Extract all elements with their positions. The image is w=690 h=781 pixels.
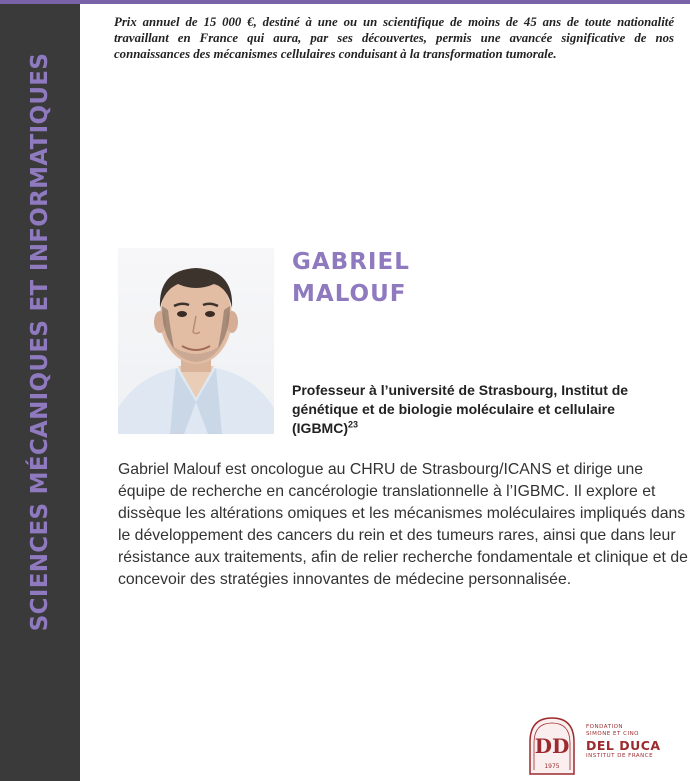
footnote-marker: 23 (348, 419, 359, 430)
logo-line-simone: SIMONE ET CINO (586, 731, 640, 737)
laureate-affiliation (292, 381, 682, 438)
portrait-illustration (118, 248, 274, 434)
logo-monogram: DD (534, 734, 570, 758)
logo-line-fondation: FONDATION (586, 724, 624, 730)
section-sidebar (0, 4, 80, 781)
affiliation-text: Professeur à l’université de Strasbourg, Institut de génétique et de biologie moléculaire et cellulaire (IGBMC) (292, 382, 629, 436)
section-title: SCIENCES MÉCANIQUES ET INFORMATIQUES (27, 52, 53, 632)
laureate-biography: Gabriel Malouf est oncologue au CHRU de Strasbourg/ICANS et dirige une équipe de recherche en cancérologie translationnelle à l’IGBMC. Il explore et dissèque les altérations omiques et les mécanismes moléculaires impliqués dans le développement des cancers du rein et des tumeurs rares, ainsi que dans leur résistance aux traitements, afin de relier recherche fondamentale et clinique et de concevoir des stratégies innovantes de médecine personnalisée. (118, 461, 688, 588)
top-accent-rule (0, 0, 690, 4)
laureate-last-name: MALOUF (292, 281, 407, 307)
logo-name: DEL DUCA (586, 738, 661, 753)
logo-wordmark (586, 724, 686, 760)
laureate-first-name: GABRIEL (292, 249, 410, 275)
del-duca-foundation-logo (524, 716, 684, 776)
laureate-name (292, 246, 410, 310)
laureate-portrait (118, 248, 274, 434)
prize-description: Prix annuel de 15 000 €, destiné à une ou un scientifique de moins de 45 ans de toute nationalité travaillant en France qui aura, par ses découvertes, permis une avancée significative de nos connaissances des mécanismes cellulaires conduisant à la transformation tumorale. (114, 15, 674, 61)
logo-emblem-icon (524, 716, 580, 776)
logo-line-institut: INSTITUT DE FRANCE (586, 753, 654, 759)
logo-year: 1975 (544, 763, 560, 770)
